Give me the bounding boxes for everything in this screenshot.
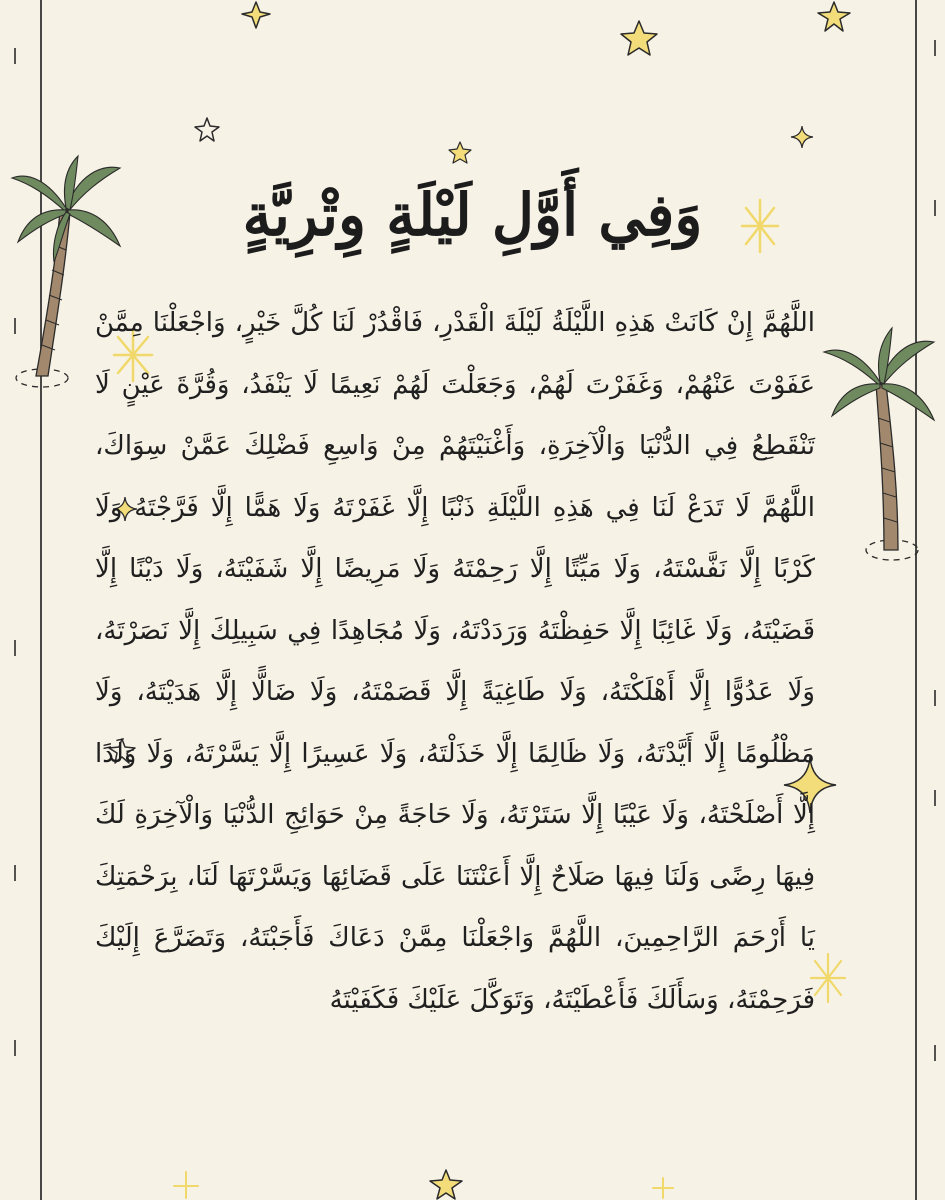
sparkle-icon <box>650 1176 676 1200</box>
palm-tree-icon <box>818 318 938 588</box>
star-icon <box>812 0 856 34</box>
border-dash <box>934 690 936 706</box>
star-icon <box>612 18 666 60</box>
border-dash <box>14 640 16 656</box>
border-dash <box>934 200 936 216</box>
right-border-line <box>915 0 917 1200</box>
border-dash <box>934 1045 936 1061</box>
border-dash <box>934 790 936 806</box>
star-icon <box>236 0 276 30</box>
border-dash <box>14 865 16 881</box>
border-dash <box>14 1040 16 1056</box>
page-title: وَفِي أَوَّلِ لَيْلَةٍ وِتْرِيَّةٍ <box>242 181 703 249</box>
border-dash <box>14 48 16 64</box>
border-dash <box>934 40 936 56</box>
sparkle-icon <box>172 1170 200 1200</box>
dua-text: اللَّهُمَّ إِنْ كَانَتْ هَذِهِ اللَّيْلَةُ لَيْلَةَ الْقَدْرِ، فَاقْدُرْ لَنَا كُلَّ خَيْرٍ، وَاجْعَلْنَا مِمَّنْ عَفَوْتَ عَنْهُمْ، وَغَفَرْتَ لَهُمْ، وَجَعَلْتَ لَهُمْ نَعِيمًا لَا يَنْفَدُ، وَقُرَّةَ عَيْنٍ لَا تَنْقَطِعُ فِي الدُّنْيَا وَالْآخِرَةِ، وَأَغْنَيْتَهُمْ مِنْ وَاسِعِ فَضْلِكَ عَمَّنْ سِوَاكَ، اللَّهُمَّ لَا تَدَعْ لَنَا فِي هَذِهِ اللَّيْلَةِ ذَنْبًا إِلَّا غَفَرْتَهُ وَلَا هَمًّا إِلَّا فَرَّجْتَهُ وَلَا كَرْبًا إِلَّا نَفَّسْتَهُ، وَلَا مَيِّتًا إِلَّا رَحِمْتَهُ وَلَا مَرِيضًا إِلَّا شَفَيْتَهُ، وَلَا دَيْنًا إِلَّا قَضَيْتَهُ، وَلَا غَائِبًا إِلَّا حَفِظْتَهُ وَرَدَدْتَهُ، وَلَا مُجَاهِدًا فِي سَبِيلِكَ إِلَّا نَصَرْتَهُ، وَلَا عَدُوًّا إِلَّا أَهْلَكْتَهُ، وَلَا طَاغِيَةً إِلَّا قَصَمْتَهُ، وَلَا ضَالًّا إِلَّا هَدَيْتَهُ، وَلَا مَظْلُومًا إِلَّا أَيَّدْتَهُ، وَلَا ظَالِمًا إِلَّا خَذَلْتَهُ، وَلَا عَسِيرًا إِلَّا يَسَّرْتَهُ، وَلَا وَلَدًا إِلَّا أَصْلَحْتَهُ، وَلَا عَيْبًا إِلَّا سَتَرْتَهُ، وَلَا حَاجَةً مِنْ حَوَائِجِ الدُّنْيَا وَالْآخِرَةِ لَكَ فِيهَا رِضًى وَلَنَا فِيهَا صَلَاحٌ إِلَّا أَعَنْتَنَا عَلَى قَضَائِهَا وَيَسَّرْتَهَا لَنَا، بِرَحْمَتِكَ يَا أَرْحَمَ الرَّاحِمِينَ، اللَّهُمَّ وَاجْعَلْنَا مِمَّنْ دَعَاكَ فَأَجَبْتَهُ، وَتَضَرَّعَ إِلَيْكَ فَرَحِمْتَهُ، وَسَأَلَكَ فَأَعْطَيْتَهُ، وَتَوَكَّلَ عَلَيْكَ فَكَفَيْتَهُ <box>95 308 815 1015</box>
sparkle-icon <box>790 125 814 149</box>
star-icon <box>426 1168 466 1200</box>
star-icon <box>190 115 224 145</box>
star-icon <box>446 140 474 166</box>
